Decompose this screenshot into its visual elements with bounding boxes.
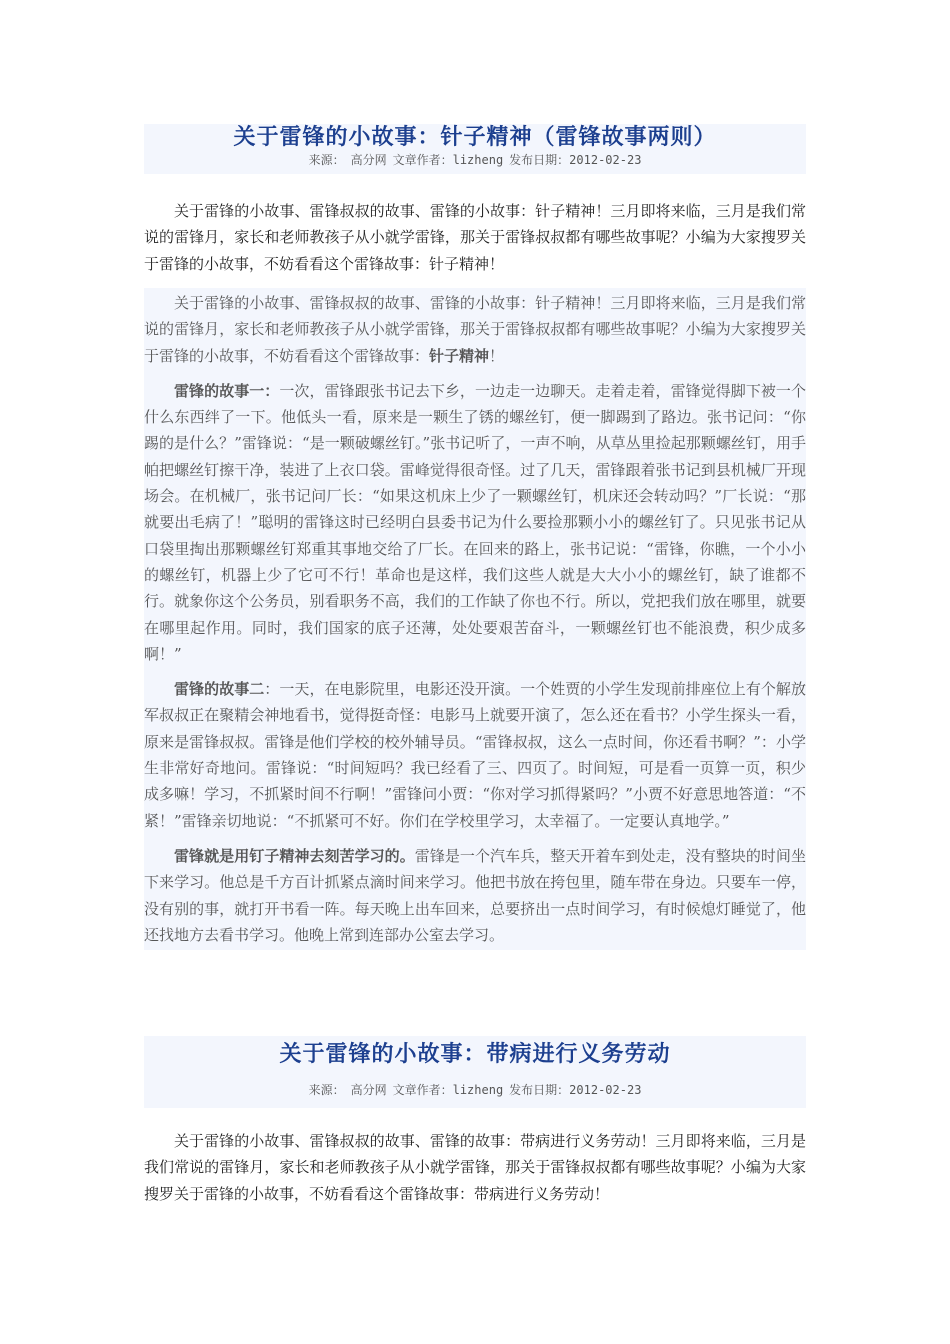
story-three-text: 雷锋是一个汽车兵，整天开着车到处走，没有整块的时间坐下来学习。他总是千方百计抓紧点滴时间来学习。他把书放在挎包里，随车带在身边。只要车一停，没有别的事，就打开书看一阵。每天晚上出车回来，总要挤出一点时间学习，有时候熄灯睡觉了，他还找地方去看书学习。他晚上常到连部办公室去学习。 [144, 846, 806, 944]
source-name: 高分网 [350, 153, 387, 167]
article-intro: 关于雷锋的小故事、雷锋叔叔的故事、雷锋的小故事：针子精神！三月即将来临，三月是我们常说的雷锋月，家长和老师教孩子从小就学雷锋，那关于雷锋叔叔都有哪些故事呢？小编为大家搜罗关于雷锋的小故事，不妨看看这个雷锋故事：针子精神！ [144, 202, 806, 273]
author-label: 文章作者：lizheng [392, 153, 504, 167]
story-one [144, 378, 806, 667]
story-one-text: 一次，雷锋跟张书记去下乡，一边走一边聊天。走着走着，雷锋觉得脚下被一个什么东西绊了一下。他低头一看，原来是一颗生了锈的螺丝钉，便一脚踢到了路边。张书记问：“你踢的是什么？”雷锋说：“是一颗破螺丝钉。”张书记听了，一声不响，从草丛里捡起那颗螺丝钉，用手帕把螺丝钉擦干净，装进了上衣口袋。雷峰觉得很奇怪。过了几天，雷锋跟着张书记到县机械厂开现场会。在机械厂，张书记问厂长：“如果这机床上少了一颗螺丝钉，机床还会转动吗？”厂长说：“那就要出毛病了！”聪明的雷锋这时已经明白县委书记为什么要捡那颗小小的螺丝钉了。只见张书记从口袋里掏出那颗螺丝钉郑重其事地交给了厂长。在回来的路上，张书记说：“雷锋，你瞧，一个小小的螺丝钉，机器上少了它可不行！革命也是这样，我们这些人就是大大小小的螺丝钉，缺了谁都不行。就象你这个公务员，别看职务不高，我们的工作缺了你也不行。所以，党把我们放在哪里，就要在哪里起作用。同时，我们国家的底子还薄，处处要艰苦奋斗，一颗螺丝钉也不能浪费，积少成多啊！” [144, 381, 806, 663]
article-header [144, 124, 806, 174]
article-title: 关于雷锋的小故事：针子精神（雷锋故事两则） [233, 125, 717, 150]
story-three-label: 雷锋就是用钉子精神去刻苦学习的。 [174, 846, 415, 865]
author-label: 文章作者：lizheng [392, 1083, 504, 1097]
quote-intro-text: 关于雷锋的小故事、雷锋叔叔的故事、雷锋的小故事：针子精神！三月即将来临，三月是我们常说的雷锋月，家长和老师教孩子从小就学雷锋，那关于雷锋叔叔都有哪些故事呢？小编为大家搜罗关于雷锋的小故事，不妨看看这个雷锋故事： [144, 294, 806, 365]
article-intro: 关于雷锋的小故事、雷锋叔叔的故事、雷锋的故事：带病进行义务劳动！三月即将来临，三月是我们常说的雷锋月，家长和老师教孩子从小就学雷锋，那关于雷锋叔叔都有哪些故事呢？小编为大家搜罗关于雷锋的小故事，不妨看看这个雷锋故事：带病进行义务劳动！ [144, 1132, 806, 1203]
article-body-block [144, 288, 806, 950]
article-title: 关于雷锋的小故事：带病进行义务劳动 [279, 1042, 671, 1067]
story-two [144, 676, 806, 834]
story-two-text: ：一天，在电影院里，电影还没开演。一个姓贾的小学生发现前排座位上有个解放军叔叔正在聚精会神地看书，觉得挺奇怪：电影马上就要开演了，怎么还在看书？小学生探头一看，原来是雷锋叔叔。雷锋是他们学校的校外辅导员。“雷锋叔叔，这么一点时间，你还看书啊？”：小学生非常好奇地问。雷锋说：“时间短吗？我已经看了三、四页了。时间短，可是看一页算一页，积少成多嘛！学习，不抓紧时间不行啊！”雷锋问小贾：“你对学习抓得紧吗？”小贾不好意思地答道：“不紧！”雷锋亲切地说：“不抓紧可不好。你们在学校里学习，太幸福了。一定要认真地学。” [144, 680, 806, 830]
quote-intro-end: ！ [489, 346, 505, 365]
source-name: 高分网 [350, 1083, 387, 1097]
story-three [144, 843, 806, 948]
article-meta [144, 1082, 806, 1098]
publish-date: 发布日期：2012-02-23 [509, 153, 642, 167]
article-meta [144, 152, 806, 168]
quote-intro-bold: 针子精神 [429, 346, 490, 365]
story-one-label: 雷锋的故事一： [174, 381, 280, 400]
publish-date: 发布日期：2012-02-23 [509, 1083, 642, 1097]
quote-intro [144, 290, 806, 369]
source-label: 来源： [308, 1083, 345, 1097]
source-label: 来源： [308, 153, 345, 167]
article-header [144, 1036, 806, 1108]
story-two-label: 雷锋的故事二 [174, 680, 265, 699]
